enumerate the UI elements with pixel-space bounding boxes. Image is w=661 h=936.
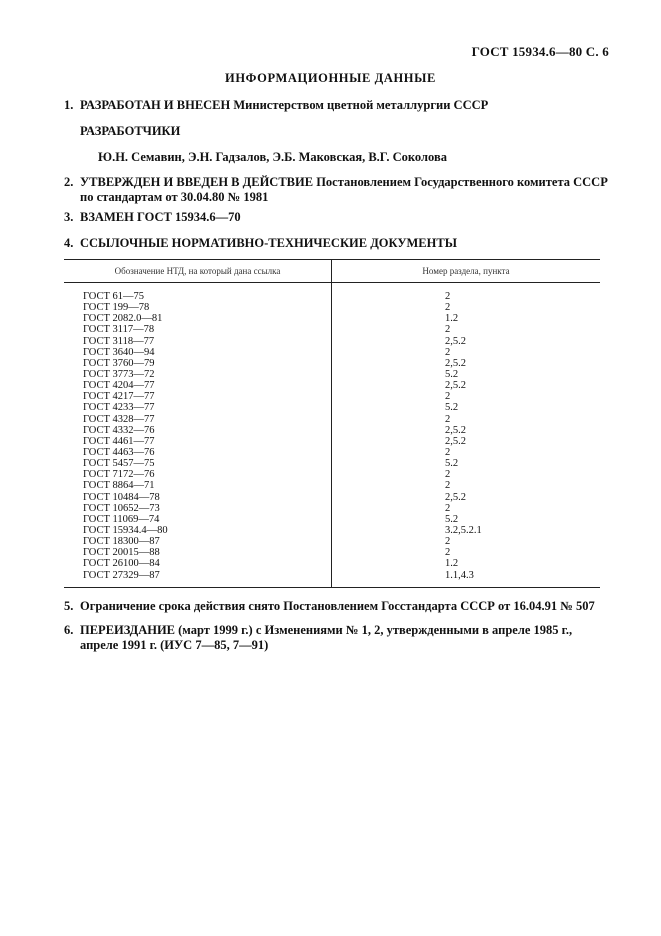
section-3 [64, 210, 609, 225]
section-1-heading: РАЗРАБОТАН И ВНЕСЕН [80, 98, 231, 112]
section-number-cell: 2 [445, 346, 451, 358]
ntd-designation-cell: ГОСТ 3773—72 [64, 369, 332, 380]
table-row [64, 283, 600, 303]
section-2-number: 2. [64, 175, 74, 189]
ntd-designation-cell: ГОСТ 4328—77 [64, 414, 332, 425]
column-header-section: Номер раздела, пункта [332, 260, 601, 283]
authors-list: Ю.Н. Семавин, Э.Н. Гадзалов, Э.Б. Маковская, В.Г. Соколова [98, 150, 447, 164]
page-title: ИНФОРМАЦИОННЫЕ ДАННЫЕ [225, 71, 436, 85]
section-number-cell: 2 [445, 547, 451, 559]
ntd-designation-cell: ГОСТ 199—78 [64, 302, 332, 313]
section-6 [64, 623, 609, 653]
table-row [64, 324, 600, 335]
section-3-number: 3. [64, 210, 74, 224]
table-row [64, 469, 600, 480]
references-table [64, 259, 600, 588]
table-row [64, 302, 600, 313]
section-1-number: 1. [64, 98, 74, 112]
ntd-designation-cell: ГОСТ 10484—78 [64, 492, 332, 503]
table-row [64, 514, 600, 525]
section-number-cell: 1.2 [445, 313, 459, 325]
section-2-heading: УТВЕРЖДЕН И ВВЕДЕН В ДЕЙСТВИЕ [80, 175, 314, 189]
table-row [64, 492, 600, 503]
section-number-cell: 2,5.2 [445, 335, 466, 347]
ntd-designation-cell: ГОСТ 3640—94 [64, 347, 332, 358]
section-1-text: Министерством цветной металлургии СССР [230, 98, 489, 112]
section-number-cell: 2,5.2 [445, 424, 466, 436]
section-number-cell: 3.2,5.2.1 [445, 524, 482, 536]
section-2 [64, 175, 609, 205]
section-number-cell: 2 [445, 536, 451, 548]
table-row [64, 570, 600, 588]
section-5 [64, 599, 609, 614]
table-row [64, 347, 600, 358]
developers-label: РАЗРАБОТЧИКИ [80, 124, 181, 138]
section-number-cell: 2,5.2 [445, 380, 466, 392]
section-6-text: ПЕРЕИЗДАНИЕ (март 1999 г.) с Изменениями № 1, 2, утвержденными в апреле 1985 г., апреле 1991 г. (ИУС 7—85, 7—91) [80, 623, 573, 652]
section-3-text: ВЗАМЕН ГОСТ 15934.6—70 [80, 210, 241, 224]
ntd-designation-cell: ГОСТ 3117—78 [64, 324, 332, 335]
ntd-designation-cell: ГОСТ 61—75 [64, 283, 332, 303]
section-number-cell: 2 [445, 324, 451, 336]
ntd-designation-cell: ГОСТ 7172—76 [64, 469, 332, 480]
ntd-designation-cell: ГОСТ 11069—74 [64, 514, 332, 525]
section-number-cell: 2 [445, 302, 451, 314]
table-row [64, 525, 600, 536]
section-number-cell: 5.2 [445, 402, 459, 414]
section-2-text: Постановлением Государственного комитета СССР по стандартам от 30.04.80 № 1981 [80, 175, 608, 204]
section-number-cell: 2,5.2 [445, 435, 466, 447]
section-number-cell: 1.1,4.3 [332, 570, 601, 588]
table-row [64, 436, 600, 447]
table-row [64, 458, 600, 469]
section-number-cell: 2,5.2 [445, 357, 466, 369]
column-header-ntd: Обозначение НТД, на который дана ссылка [64, 260, 332, 283]
table-row [64, 414, 600, 425]
ntd-designation-cell: ГОСТ 4461—77 [64, 436, 332, 447]
section-number-cell: 5.2 [445, 513, 459, 525]
table-row [64, 547, 600, 558]
section-5-number: 5. [64, 599, 74, 613]
ntd-designation-cell: ГОСТ 5457—75 [64, 458, 332, 469]
references-table-body [64, 283, 600, 588]
table-row [64, 536, 600, 547]
table-row [64, 480, 600, 491]
table-row [64, 425, 600, 436]
table-row [64, 380, 600, 391]
ntd-designation-cell: ГОСТ 4463—76 [64, 447, 332, 458]
table-row [64, 358, 600, 369]
section-6-number: 6. [64, 623, 74, 637]
section-number-cell: 2 [445, 446, 451, 458]
section-number-cell: 2,5.2 [445, 491, 466, 503]
ntd-designation-cell: ГОСТ 3760—79 [64, 358, 332, 369]
table-row [64, 447, 600, 458]
table-row [64, 558, 600, 569]
table-header-row [64, 260, 600, 283]
section-number-cell: 2 [445, 480, 451, 492]
section-number-cell: 2 [445, 291, 451, 302]
table-row [64, 369, 600, 380]
ntd-designation-cell: ГОСТ 4332—76 [64, 425, 332, 436]
table-row [64, 503, 600, 514]
ntd-designation-cell: ГОСТ 4204—77 [64, 380, 332, 391]
ntd-designation-cell: ГОСТ 27329—87 [64, 570, 332, 588]
section-number-cell: 5.2 [445, 368, 459, 380]
section-number-cell: 2 [445, 469, 451, 481]
section-number-cell: 2 [445, 502, 451, 514]
ntd-designation-cell: ГОСТ 3118—77 [64, 336, 332, 347]
section-4 [64, 236, 609, 251]
ntd-designation-cell: ГОСТ 26100—84 [64, 558, 332, 569]
table-row [64, 313, 600, 324]
table-row [64, 391, 600, 402]
ntd-designation-cell: ГОСТ 8864—71 [64, 480, 332, 491]
ntd-designation-cell: ГОСТ 20015—88 [64, 547, 332, 558]
ntd-designation-cell: ГОСТ 4233—77 [64, 402, 332, 413]
page-header: ГОСТ 15934.6—80 С. 6 [471, 44, 609, 59]
section-number-cell: 1.2 [445, 558, 459, 570]
section-4-number: 4. [64, 236, 74, 250]
ntd-designation-cell: ГОСТ 2082.0—81 [64, 313, 332, 324]
section-number-cell: 5.2 [445, 458, 459, 470]
ntd-designation-cell: ГОСТ 10652—73 [64, 503, 332, 514]
ntd-designation-cell: ГОСТ 18300—87 [64, 536, 332, 547]
section-5-text: Ограничение срока действия снято Постановлением Госстандарта СССР от 16.04.91 № 507 [80, 599, 595, 613]
ntd-designation-cell: ГОСТ 4217—77 [64, 391, 332, 402]
table-row [64, 402, 600, 413]
table-row [64, 336, 600, 347]
section-1 [64, 98, 609, 113]
section-number-cell: 2 [445, 391, 451, 403]
section-4-text: ССЫЛОЧНЫЕ НОРМАТИВНО-ТЕХНИЧЕСКИЕ ДОКУМЕНТЫ [80, 236, 457, 250]
ntd-designation-cell: ГОСТ 15934.4—80 [64, 525, 332, 536]
section-number-cell: 2 [445, 413, 451, 425]
